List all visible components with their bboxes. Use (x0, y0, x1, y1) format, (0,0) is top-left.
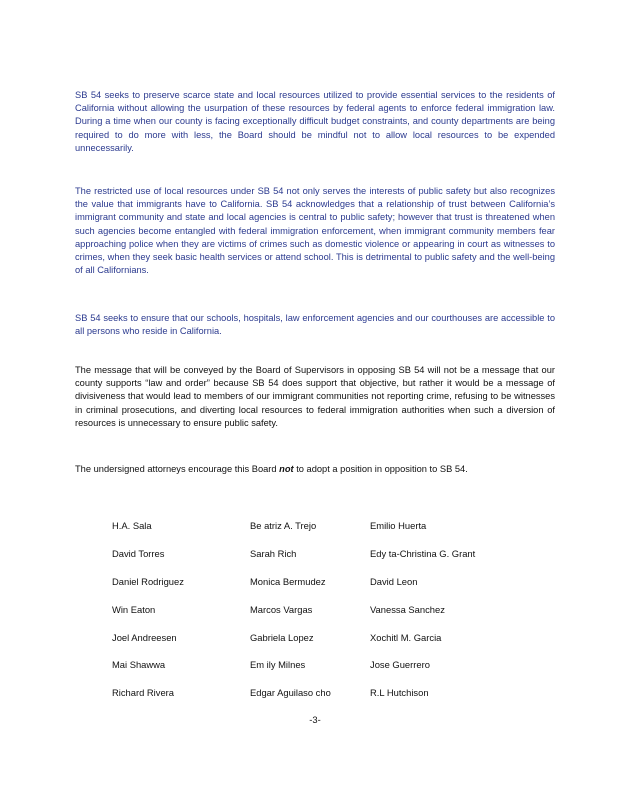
closing-after: to adopt a position in opposition to SB 54. (293, 464, 468, 474)
signatory: H.A. Sala (112, 520, 152, 531)
paragraph-access: SB 54 seeks to ensure that our schools, hospitals, law enforcement agencies and our courthouses are accessible to all persons who reside in California. (75, 313, 555, 337)
closing-statement (75, 463, 555, 476)
signatory: R.L Hutchison (370, 687, 429, 698)
closing-emphasis: not (279, 464, 294, 474)
signatory: Mai Shawwa (112, 659, 166, 670)
paragraph-resources: SB 54 seeks to preserve scarce state and local resources utilized to provide essential services to the residents of California without allowing the usurpation of these resources by federal agents to enforce federal immigration law. During a time when our county is facing exceptionally difficult budget constraints, and county departments are being required to do more with less, the Board should be mindful not to allow local resources to be expended unnecessarily. (75, 90, 555, 153)
signatory: Jose Guerrero (370, 659, 430, 670)
signatory: Gabriela Lopez (250, 632, 314, 643)
paragraph-message: The message that will be conveyed by the Board of Supervisors in opposing SB 54 will not be a message that our county supports “law and order” because SB 54 does support that objective, but rather it would be a message of divisiveness that would lead to members of our immigrant communities not reporting crime, refusing to be witnesses in criminal prosecutions, and diverting local resources to federal immigration authorities when such a diversion of resources is unnecessary to ensure public safety. (75, 365, 555, 428)
signatory: David Leon (370, 576, 418, 587)
page-number: -3- (309, 714, 321, 725)
signatory: Edy ta-Christina G. Grant (370, 548, 476, 559)
signatory: Xochitl M. Garcia (370, 632, 442, 643)
signatory: Monica Bermudez (250, 576, 326, 587)
closing-before: The undersigned attorneys encourage this Board (75, 464, 280, 474)
signatory: Be atriz A. Trejo (250, 520, 317, 531)
signatory: Richard Rivera (112, 687, 174, 698)
signatory: Joel Andreesen (112, 632, 177, 643)
signatory: Marcos Vargas (250, 604, 313, 615)
paragraph-trust: The restricted use of local resources under SB 54 not only serves the interests of public safety but also recognizes the value that immigrants have to California. SB 54 acknowledges that a relationship of trust between California’s immigrant community and state and local agencies is central to public safety; however that trust is threatened when such agencies become entangled with federal immigration enforcement, when immigrant community members fear approaching police when they are victims of crimes such as domestic violence or appearing in court as witnesses to crimes, when they seek basic health services or attend school. This is detrimental to public safety and the well-being of all Californians. (75, 186, 555, 276)
signatory: Win Eaton (112, 604, 156, 615)
signatory: Sarah Rich (250, 548, 297, 559)
signatory: Daniel Rodriguez (112, 576, 184, 587)
signatory: Edgar Aguilaso cho (250, 687, 331, 698)
signatory: Vanessa Sanchez (370, 604, 445, 615)
signatory: Em ily Milnes (250, 659, 306, 670)
signatory: Emilio Huerta (370, 520, 427, 531)
signatory: David Torres (112, 548, 165, 559)
